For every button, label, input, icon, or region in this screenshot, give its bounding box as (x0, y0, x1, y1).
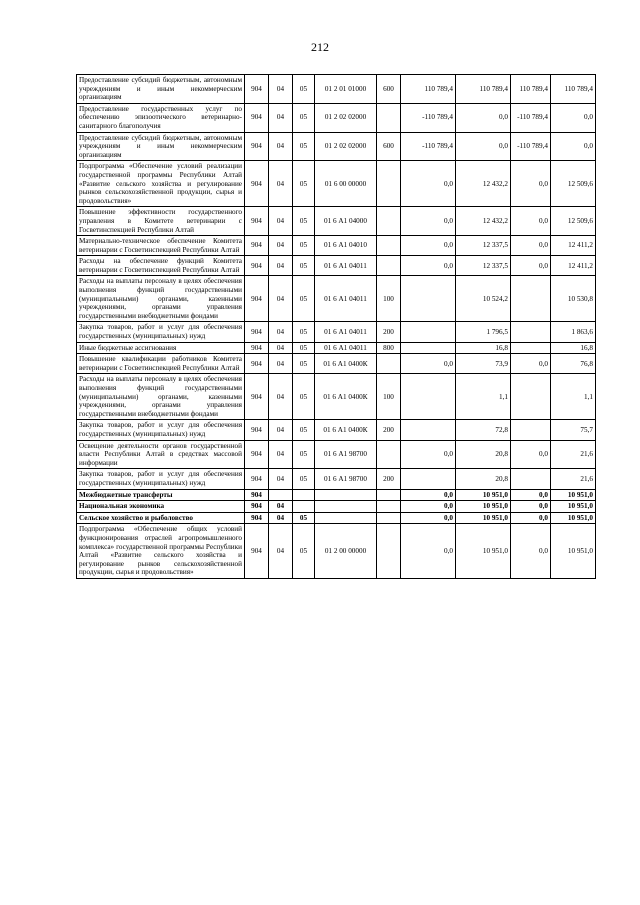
amount-year1-cell: 10 951,0 (456, 489, 511, 501)
table-body (77, 75, 596, 579)
subsection-code-cell: 05 (293, 132, 315, 161)
section-code-cell: 04 (269, 342, 293, 354)
target-article-cell (315, 489, 377, 501)
amount-year2-cell: 1,1 (551, 374, 596, 420)
amount-year1-cell: 10 524,2 (456, 276, 511, 322)
amount-year2-cell: 10 951,0 (551, 501, 596, 513)
amount-change-year1-cell: 0,0 (401, 501, 456, 513)
amount-change-year1-cell: -110 789,4 (401, 103, 456, 132)
amount-year2-cell: 110 789,4 (551, 75, 596, 104)
amount-year2-cell: 1 863,6 (551, 322, 596, 342)
section-code-cell: 04 (269, 103, 293, 132)
section-code-cell: 04 (269, 440, 293, 469)
amount-change-year1-cell (401, 374, 456, 420)
expense-type-cell (377, 512, 401, 524)
expense-name-cell: Освещение деятельности органов государственной власти Республики Алтай в средствах массовой информации (77, 440, 245, 469)
ministry-code-cell: 904 (245, 524, 269, 579)
table-row (77, 512, 596, 524)
section-code-cell: 04 (269, 322, 293, 342)
ministry-code-cell: 904 (245, 75, 269, 104)
ministry-code-cell: 904 (245, 342, 269, 354)
section-code-cell: 04 (269, 75, 293, 104)
ministry-code-cell: 904 (245, 354, 269, 374)
amount-change-year1-cell: 0,0 (401, 236, 456, 256)
subsection-code-cell: 05 (293, 420, 315, 440)
amount-change-year1-cell: 0,0 (401, 161, 456, 207)
subsection-code-cell: 05 (293, 103, 315, 132)
subsection-code-cell: 05 (293, 256, 315, 276)
expense-name-cell: Закупка товаров, работ и услуг для обеспечения государственных (муниципальных) нужд (77, 322, 245, 342)
expense-name-cell: Предоставление субсидий бюджетным, автономным учреждениям и иным некоммерческим организациям (77, 75, 245, 104)
target-article-cell: 01 6 А1 04011 (315, 256, 377, 276)
ministry-code-cell: 904 (245, 501, 269, 513)
amount-year2-cell: 10 951,0 (551, 524, 596, 579)
expense-name-cell: Расходы на выплаты персоналу в целях обеспечения выполнения функций государственными (муниципальными) органами, казенными учреждениями, органами управления государственными внебюджетными фондами (77, 374, 245, 420)
expense-type-cell (377, 161, 401, 207)
amount-year2-cell: 12 509,6 (551, 207, 596, 236)
ministry-code-cell: 904 (245, 420, 269, 440)
target-article-cell: 01 6 А1 04011 (315, 342, 377, 354)
expense-type-cell: 200 (377, 469, 401, 489)
table-row (77, 440, 596, 469)
expense-type-cell (377, 440, 401, 469)
target-article-cell: 01 2 00 00000 (315, 524, 377, 579)
expense-name-cell: Предоставление субсидий бюджетным, автономным учреждениям и иным некоммерческим организациям (77, 132, 245, 161)
amount-year2-cell: 10 951,0 (551, 489, 596, 501)
amount-year1-cell: 110 789,4 (456, 75, 511, 104)
ministry-code-cell: 904 (245, 207, 269, 236)
expense-type-cell (377, 501, 401, 513)
expense-type-cell: 600 (377, 75, 401, 104)
expense-type-cell: 100 (377, 276, 401, 322)
expense-name-cell: Подпрограмма «Обеспечение условий реализации государственной программы Республики Алтай «Развитие сельского хозяйства и регулирование рынков сельскохозяйственной продукции, сырья и продовольствия» (77, 161, 245, 207)
subsection-code-cell: 05 (293, 342, 315, 354)
expense-name-cell: Материально-техническое обеспечение Комитета ветеринарии с Госветинспекцией Республики Алтай (77, 236, 245, 256)
section-code-cell: 04 (269, 374, 293, 420)
ministry-code-cell: 904 (245, 236, 269, 256)
target-article-cell: 01 6 00 00000 (315, 161, 377, 207)
table-row (77, 501, 596, 513)
table-row (77, 354, 596, 374)
amount-year1-cell: 1 796,5 (456, 322, 511, 342)
expense-type-cell (377, 489, 401, 501)
section-code-cell: 04 (269, 501, 293, 513)
expense-type-cell (377, 236, 401, 256)
table-row (77, 103, 596, 132)
amount-year1-cell: 10 951,0 (456, 512, 511, 524)
amount-change-year2-cell: 0,0 (511, 236, 551, 256)
section-code-cell: 04 (269, 236, 293, 256)
table-row (77, 132, 596, 161)
amount-year1-cell: 0,0 (456, 132, 511, 161)
amount-change-year2-cell: 0,0 (511, 489, 551, 501)
amount-change-year2-cell (511, 420, 551, 440)
amount-year1-cell: 20,8 (456, 469, 511, 489)
amount-year1-cell: 12 337,5 (456, 256, 511, 276)
ministry-code-cell: 904 (245, 276, 269, 322)
subsection-code-cell: 05 (293, 354, 315, 374)
amount-change-year2-cell (511, 342, 551, 354)
amount-change-year1-cell: 110 789,4 (401, 75, 456, 104)
section-code-cell: 04 (269, 420, 293, 440)
budget-table (76, 74, 596, 579)
amount-year1-cell: 16,8 (456, 342, 511, 354)
amount-change-year2-cell: -110 789,4 (511, 103, 551, 132)
table-row (77, 342, 596, 354)
expense-type-cell (377, 207, 401, 236)
ministry-code-cell: 904 (245, 469, 269, 489)
section-code-cell: 04 (269, 524, 293, 579)
subsection-code-cell: 05 (293, 469, 315, 489)
subsection-code-cell: 05 (293, 75, 315, 104)
target-article-cell: 01 2 01 01000 (315, 75, 377, 104)
subsection-code-cell: 05 (293, 374, 315, 420)
amount-change-year2-cell: 0,0 (511, 512, 551, 524)
section-code-cell: 04 (269, 276, 293, 322)
subsection-code-cell: 05 (293, 161, 315, 207)
amount-year1-cell: 10 951,0 (456, 524, 511, 579)
table-row (77, 276, 596, 322)
expense-type-cell (377, 256, 401, 276)
target-article-cell: 01 6 А1 98700 (315, 440, 377, 469)
amount-change-year1-cell: 0,0 (401, 489, 456, 501)
amount-change-year1-cell: 0,0 (401, 440, 456, 469)
section-code-cell: 04 (269, 256, 293, 276)
ministry-code-cell: 904 (245, 103, 269, 132)
expense-name-cell: Предоставление государственных услуг по обеспечению эпизоотического ветеринарно-санитарного благополучия (77, 103, 245, 132)
target-article-cell: 01 2 02 02000 (315, 132, 377, 161)
amount-change-year2-cell: 110 789,4 (511, 75, 551, 104)
amount-year1-cell: 72,8 (456, 420, 511, 440)
target-article-cell: 01 2 02 02000 (315, 103, 377, 132)
amount-change-year2-cell (511, 276, 551, 322)
amount-change-year1-cell (401, 276, 456, 322)
expense-type-cell: 100 (377, 374, 401, 420)
amount-year2-cell: 10 951,0 (551, 512, 596, 524)
target-article-cell (315, 512, 377, 524)
amount-change-year2-cell (511, 374, 551, 420)
target-article-cell: 01 6 А1 04000 (315, 207, 377, 236)
expense-type-cell: 800 (377, 342, 401, 354)
subsection-code-cell (293, 501, 315, 513)
target-article-cell: 01 6 А1 04011 (315, 276, 377, 322)
table-row (77, 236, 596, 256)
section-code-cell: 04 (269, 469, 293, 489)
expense-type-cell: 600 (377, 132, 401, 161)
amount-year2-cell: 21,6 (551, 469, 596, 489)
table-row (77, 469, 596, 489)
expense-name-cell: Повышение эффективности государственного управления в Комитете ветеринарии с Госветинспекцией Республики Алтай (77, 207, 245, 236)
amount-year2-cell: 12 411,2 (551, 256, 596, 276)
target-article-cell: 01 6 А1 98700 (315, 469, 377, 489)
table-row (77, 420, 596, 440)
amount-year2-cell: 75,7 (551, 420, 596, 440)
subsection-code-cell: 05 (293, 322, 315, 342)
amount-year2-cell: 21,6 (551, 440, 596, 469)
target-article-cell: 01 6 А1 0400К (315, 354, 377, 374)
amount-year1-cell: 73,9 (456, 354, 511, 374)
expense-name-cell: Расходы на обеспечение функций Комитета ветеринарии с Госветинспекцией Республики Алтай (77, 256, 245, 276)
section-code-cell: 04 (269, 161, 293, 207)
amount-year2-cell: 12 411,2 (551, 236, 596, 256)
amount-change-year1-cell (401, 469, 456, 489)
table-row (77, 256, 596, 276)
subsection-code-cell: 05 (293, 512, 315, 524)
amount-change-year1-cell: 0,0 (401, 256, 456, 276)
target-article-cell: 01 6 А1 04010 (315, 236, 377, 256)
table-row (77, 75, 596, 104)
amount-year2-cell: 12 509,6 (551, 161, 596, 207)
ministry-code-cell: 904 (245, 489, 269, 501)
ministry-code-cell: 904 (245, 512, 269, 524)
amount-change-year1-cell: -110 789,4 (401, 132, 456, 161)
amount-year2-cell: 76,8 (551, 354, 596, 374)
amount-year1-cell: 1,1 (456, 374, 511, 420)
target-article-cell: 01 6 А1 0400К (315, 374, 377, 420)
subsection-code-cell (293, 489, 315, 501)
expense-type-cell (377, 354, 401, 374)
expense-name-cell: Подпрограмма «Обеспечение общих условий функционирования отраслей агропромышленного комплекса» государственной программы Республики Алтай «Развитие сельского хозяйства и регулирование рынков сельскохозяйственной продукции, сырья и продовольствия» (77, 524, 245, 579)
expense-type-cell (377, 524, 401, 579)
amount-change-year2-cell (511, 469, 551, 489)
table-row (77, 489, 596, 501)
amount-change-year2-cell (511, 322, 551, 342)
ministry-code-cell: 904 (245, 322, 269, 342)
amount-change-year2-cell: 0,0 (511, 440, 551, 469)
target-article-cell: 01 6 А1 04011 (315, 322, 377, 342)
subsection-code-cell: 05 (293, 276, 315, 322)
amount-change-year1-cell (401, 420, 456, 440)
amount-year1-cell: 12 337,5 (456, 236, 511, 256)
target-article-cell: 01 6 А1 0400К (315, 420, 377, 440)
ministry-code-cell: 904 (245, 374, 269, 420)
table-row (77, 322, 596, 342)
ministry-code-cell: 904 (245, 161, 269, 207)
amount-change-year2-cell: 0,0 (511, 354, 551, 374)
expense-name-cell: Повышение квалификации работников Комитета ветеринарии с Госветинспекцией Республики Алтай (77, 354, 245, 374)
target-article-cell (315, 501, 377, 513)
expense-type-cell: 200 (377, 322, 401, 342)
amount-year2-cell: 0,0 (551, 103, 596, 132)
table-row (77, 524, 596, 579)
expense-name-cell: Иные бюджетные ассигнования (77, 342, 245, 354)
section-code-cell: 04 (269, 512, 293, 524)
amount-change-year2-cell: 0,0 (511, 256, 551, 276)
amount-change-year1-cell: 0,0 (401, 524, 456, 579)
amount-year1-cell: 12 432,2 (456, 207, 511, 236)
expense-name-cell: Закупка товаров, работ и услуг для обеспечения государственных (муниципальных) нужд (77, 469, 245, 489)
page-number: 212 (311, 40, 329, 54)
ministry-code-cell: 904 (245, 256, 269, 276)
subsection-code-cell: 05 (293, 236, 315, 256)
amount-year1-cell: 0,0 (456, 103, 511, 132)
table-row (77, 161, 596, 207)
amount-year2-cell: 16,8 (551, 342, 596, 354)
subsection-code-cell: 05 (293, 207, 315, 236)
amount-year2-cell: 10 530,8 (551, 276, 596, 322)
amount-change-year1-cell: 0,0 (401, 512, 456, 524)
ministry-code-cell: 904 (245, 440, 269, 469)
expense-name-cell: Межбюджетные трансферты (77, 489, 245, 501)
expense-type-cell: 200 (377, 420, 401, 440)
amount-change-year2-cell: 0,0 (511, 524, 551, 579)
amount-year1-cell: 12 432,2 (456, 161, 511, 207)
section-code-cell: 04 (269, 132, 293, 161)
amount-change-year1-cell: 0,0 (401, 207, 456, 236)
amount-change-year1-cell (401, 342, 456, 354)
expense-name-cell: Расходы на выплаты персоналу в целях обеспечения выполнения функций государственными (муниципальными) органами, казенными учреждениями, органами управления государственными внебюджетными фондами (77, 276, 245, 322)
subsection-code-cell: 05 (293, 524, 315, 579)
amount-change-year1-cell: 0,0 (401, 354, 456, 374)
expense-name-cell: Сельское хозяйство и рыболовство (77, 512, 245, 524)
table-row (77, 207, 596, 236)
amount-change-year2-cell: 0,0 (511, 207, 551, 236)
subsection-code-cell: 05 (293, 440, 315, 469)
expense-name-cell: Национальная экономика (77, 501, 245, 513)
amount-change-year1-cell (401, 322, 456, 342)
table-row (77, 374, 596, 420)
expense-type-cell (377, 103, 401, 132)
amount-year1-cell: 20,8 (456, 440, 511, 469)
amount-change-year2-cell: 0,0 (511, 501, 551, 513)
expense-name-cell: Закупка товаров, работ и услуг для обеспечения государственных (муниципальных) нужд (77, 420, 245, 440)
amount-year2-cell: 0,0 (551, 132, 596, 161)
amount-year1-cell: 10 951,0 (456, 501, 511, 513)
amount-change-year2-cell: -110 789,4 (511, 132, 551, 161)
section-code-cell (269, 489, 293, 501)
section-code-cell: 04 (269, 354, 293, 374)
amount-change-year2-cell: 0,0 (511, 161, 551, 207)
section-code-cell: 04 (269, 207, 293, 236)
ministry-code-cell: 904 (245, 132, 269, 161)
